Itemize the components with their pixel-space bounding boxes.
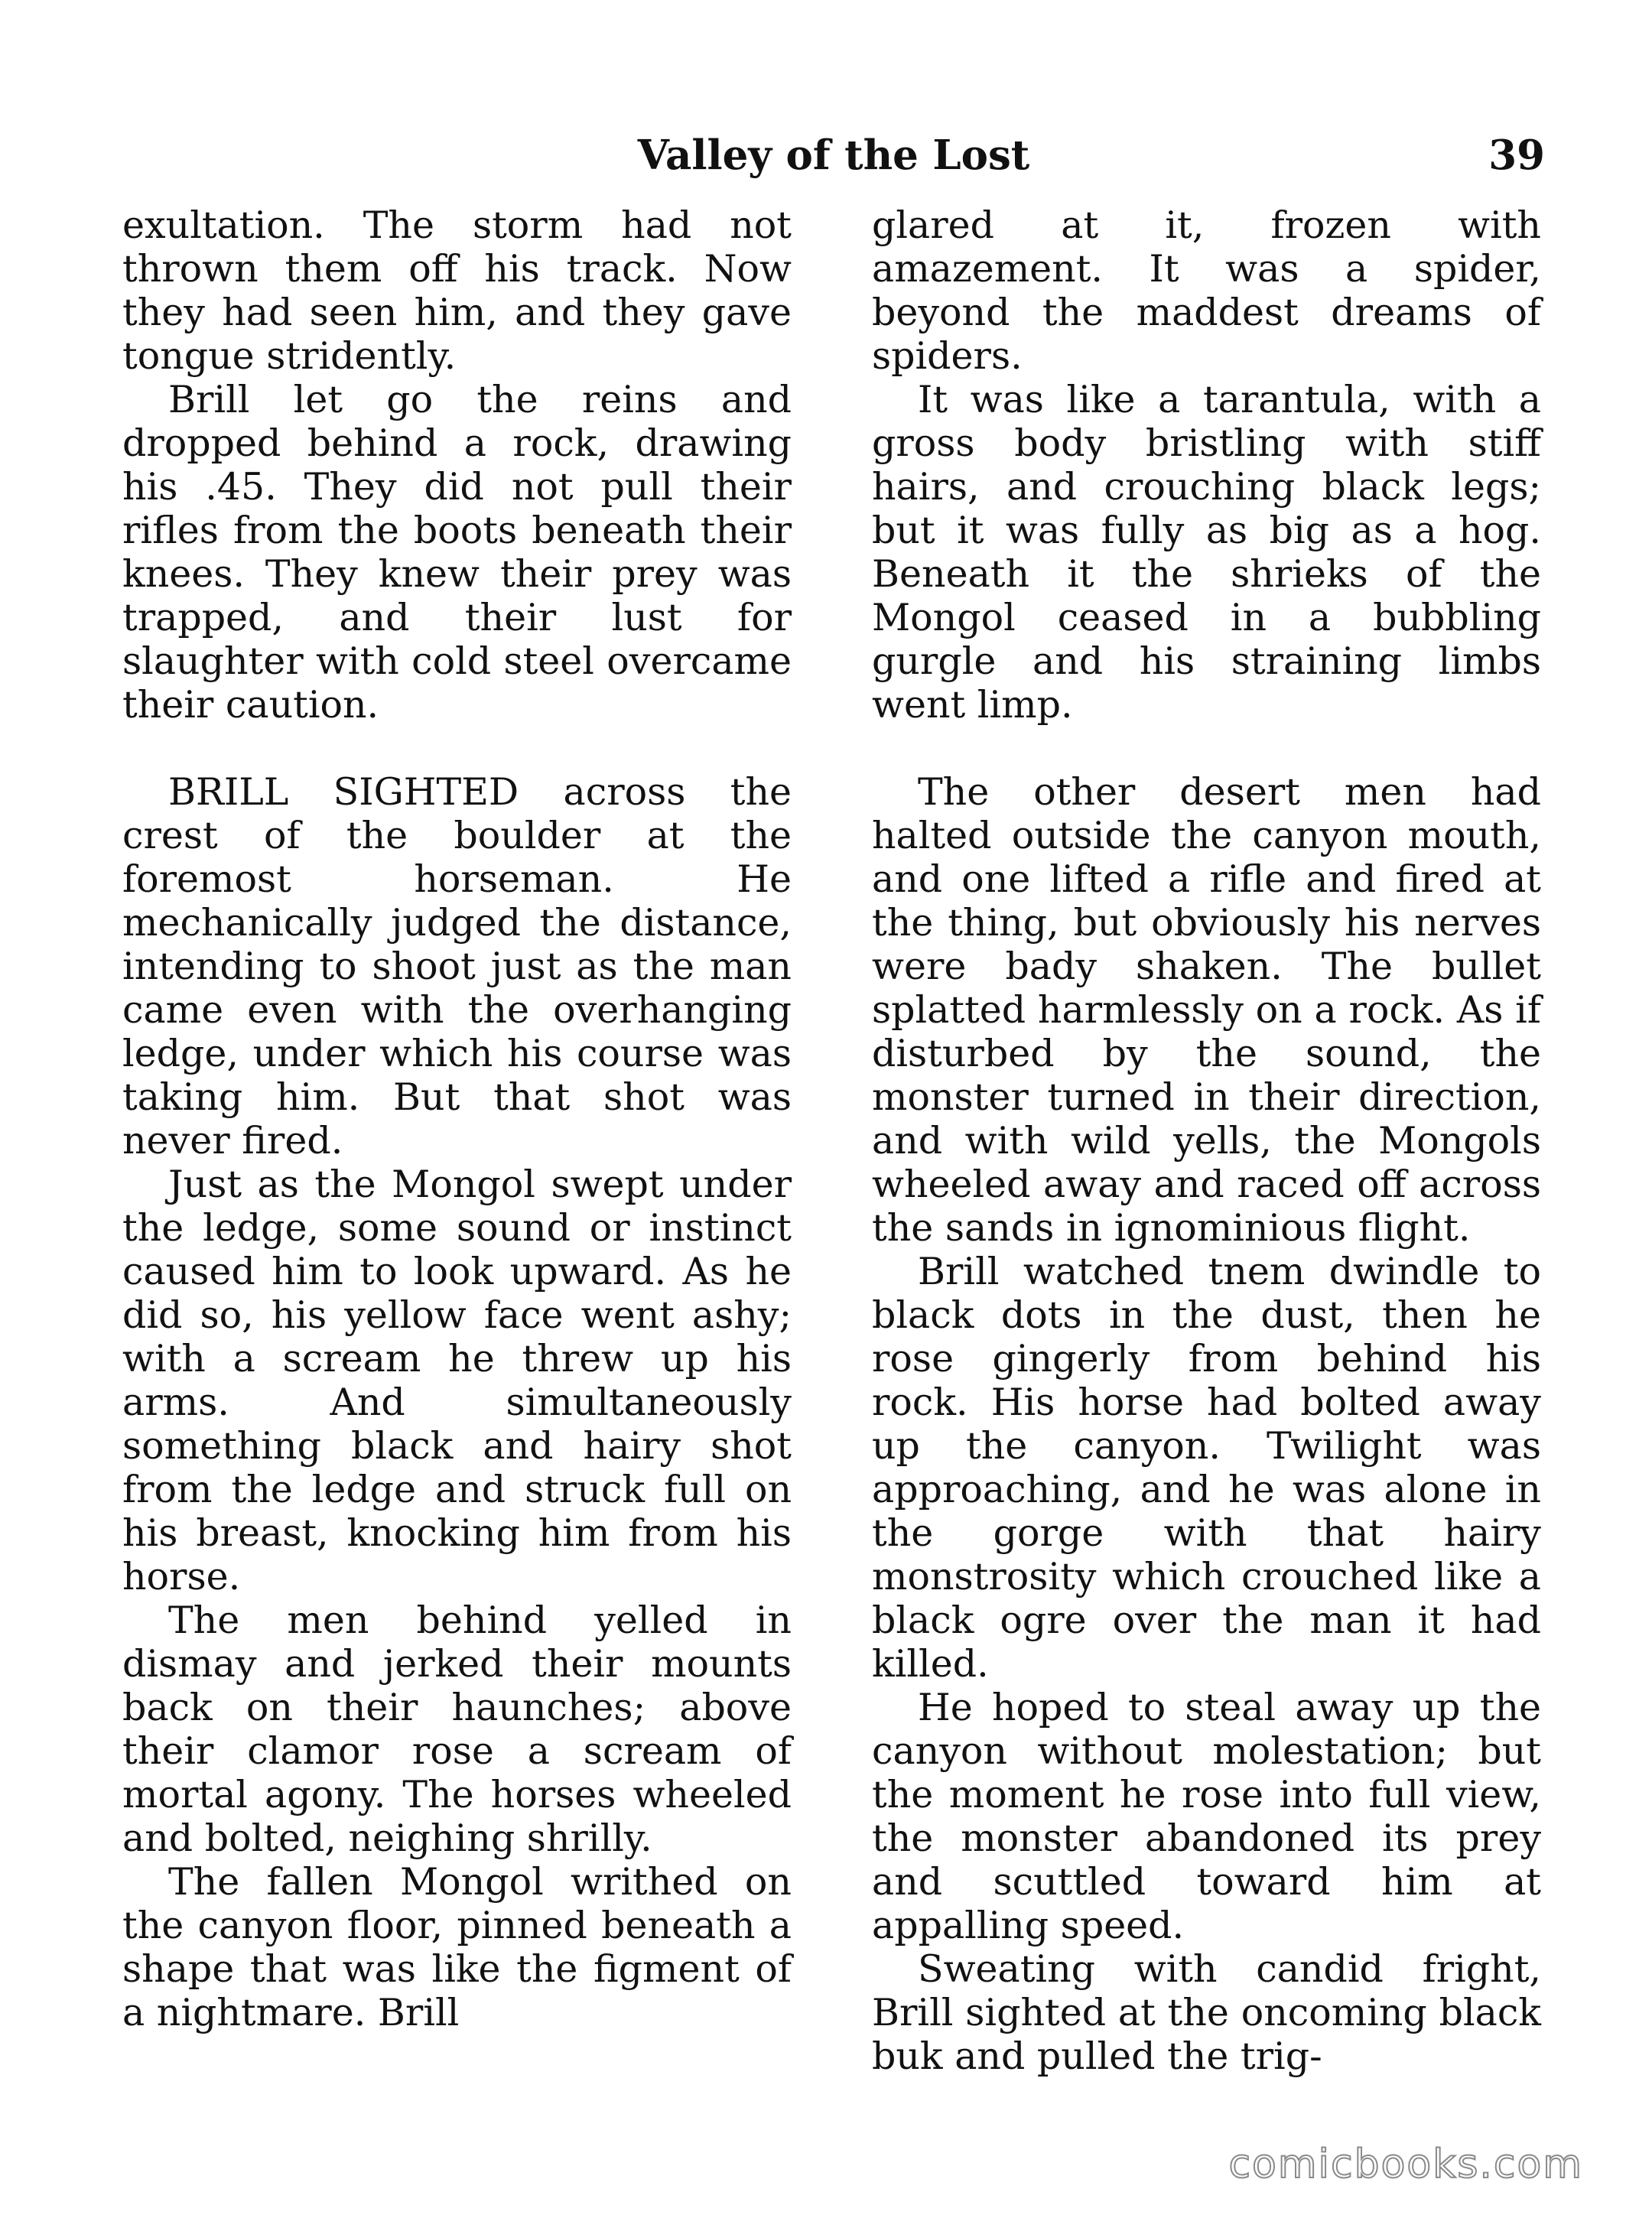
paragraph: Brill let go the reins and dropped behind a rock, drawing his .45. They did not pull their rifles from the boots beneath their knees. They knew their prey was trapped, and their lust for slaughter with cold steel overcame their caution. xyxy=(122,378,792,727)
section-paragraph: The other desert men had halted outside the canyon mouth, and one lifted a rifle and fired at the thing, but obviously his nerves were bady shaken. The bullet splatted harmlessly on a rock. As if disturbed by the sound, the monster turned in their direction, and with wild yells, the Mongols wheeled away and raced off across the sands in ignominious flight. xyxy=(872,770,1541,1250)
right-column xyxy=(872,203,1541,2078)
page-header xyxy=(122,128,1545,182)
left-column xyxy=(122,203,792,2034)
paragraph: He hoped to steal away up the canyon without molestation; but the moment he rose into full view, the monster abandoned its prey and scuttled toward him at appalling speed. xyxy=(872,1686,1541,1947)
paragraph: Sweating with candid fright, Brill sighted at the oncoming black buk and pulled the trig- xyxy=(872,1947,1541,2078)
page-number: 39 xyxy=(1488,132,1545,179)
paragraph: The fallen Mongol writhed on the canyon floor, pinned beneath a shape that was like the figment of a nightmare. Brill xyxy=(122,1860,792,2034)
paragraph: exultation. The storm had not thrown them off his track. Now they had seen him, and they gave tongue stridently. xyxy=(122,203,792,378)
paragraph: glared at it, frozen with amazement. It was a spider, beyond the maddest dreams of spiders. xyxy=(872,203,1541,378)
paragraph: Just as the Mongol swept under the ledge, some sound or instinct caused him to look upward. As he did so, his yellow face went ashy; with a scream he threw up his arms. And simultaneously something black and hairy shot from the ledge and struck full on his breast, knocking him from his horse. xyxy=(122,1163,792,1598)
paragraph: The men behind yelled in dismay and jerked their mounts back on their haunches; above their clamor rose a scream of mortal agony. The horses wheeled and bolted, neighing shrilly. xyxy=(122,1598,792,1860)
paragraph: It was like a tarantula, with a gross body bristling with stiff hairs, and crouching black legs; but it was fully as big as a hog. Beneath it the shrieks of the Mongol ceased in a bubbling gurgle and his straining limbs went limp. xyxy=(872,378,1541,727)
running-title: Valley of the Lost xyxy=(637,132,1030,179)
paragraph: Brill watched tnem dwindle to black dots in the dust, then he rose gingerly from behind his rock. His horse had bolted away up the canyon. Twilight was approaching, and he was alone in the gorge with that hairy monstrosity which crouched like a black ogre over the man it had killed. xyxy=(872,1250,1541,1686)
watermark: comicbooks.com xyxy=(1228,2142,1583,2187)
section-paragraph: BRILL SIGHTED across the crest of the boulder at the foremost horseman. He mechanically judged the distance, intending to shoot just as the man came even with the overhanging ledge, under which his course was taking him. But that shot was never fired. xyxy=(122,770,792,1163)
